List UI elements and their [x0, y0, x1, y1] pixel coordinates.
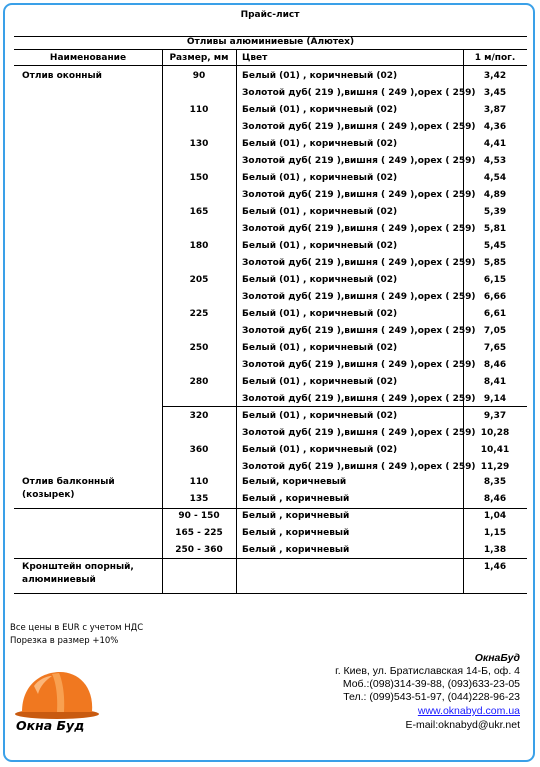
group-bracket-sub: алюминиевый: [22, 575, 96, 585]
row-color: Золотой дуб( 219 ),вишня ( 249 ),орех ( 259): [242, 292, 476, 302]
group-window-sill: Отлив оконный: [22, 71, 102, 81]
row-color: Белый (01) , коричневый (02): [242, 207, 398, 217]
header-price: 1 м/пог.: [474, 53, 516, 63]
helmet-logo: [12, 662, 102, 752]
separator-balcony-end: [162, 508, 527, 509]
row-color: Золотой дуб( 219 ),вишня ( 249 ),орех ( 259): [242, 360, 476, 370]
company-mobile: Моб.:(098)314-39-88, (093)633-23-05: [342, 678, 520, 690]
color-col-line: [236, 49, 237, 593]
row-color: Белый (01) , коричневый (02): [242, 139, 398, 149]
row-price: 5,81: [483, 224, 507, 234]
section-line: [14, 49, 527, 50]
row-color: Белый , коричневый: [242, 528, 350, 538]
row-color: Белый , коричневый: [242, 511, 350, 521]
company-website-link[interactable]: www.oknabyd.com.ua: [417, 705, 520, 717]
row-size: 360: [189, 445, 209, 455]
company-address: г. Киев, ул. Братиславская 14-Б, оф. 4: [335, 665, 520, 677]
row-color: Белый (01) , коричневый (02): [242, 445, 398, 455]
row-color: Золотой дуб( 219 ),вишня ( 249 ),орех ( 259): [242, 258, 476, 268]
separator-320: [162, 406, 527, 407]
company-name: ОкнаБуд: [474, 652, 520, 664]
row-price: 9,14: [483, 394, 507, 404]
header-color: Цвет: [242, 53, 268, 63]
row-size: 110: [189, 477, 209, 487]
group-balcony-sill-sub: (козырек): [22, 490, 75, 500]
row-size: 320: [189, 411, 209, 421]
header-name: Наименование: [49, 53, 127, 63]
row-size: 150: [189, 173, 209, 183]
row-price: 6,61: [483, 309, 507, 319]
company-phone: Тел.: (099)543-51-97, (044)228-96-23: [343, 691, 520, 703]
row-color: Белый (01) , коричневый (02): [242, 71, 398, 81]
row-size: 180: [189, 241, 209, 251]
header-line: [14, 65, 527, 66]
row-price: 4,89: [483, 190, 507, 200]
row-price: 3,45: [483, 88, 507, 98]
row-color: Золотой дуб( 219 ),вишня ( 249 ),орех ( 259): [242, 428, 476, 438]
row-color: Золотой дуб( 219 ),вишня ( 249 ),орех ( 259): [242, 394, 476, 404]
logo-text: Окна Буд: [16, 718, 85, 733]
row-color: Белый (01) , коричневый (02): [242, 105, 398, 115]
group-bracket: Кронштейн опорный,: [22, 562, 134, 572]
row-price: 8,41: [483, 377, 507, 387]
row-color: Белый (01) , коричневый (02): [242, 309, 398, 319]
separator-balcony-start: [14, 508, 162, 509]
table-bottom-line: [14, 593, 527, 594]
row-size: 90 - 150: [178, 511, 220, 521]
row-price: 1,38: [483, 545, 507, 555]
company-email: E-mail:oknabyd@ukr.net: [405, 719, 520, 731]
row-color: Белый (01) , коричневый (02): [242, 377, 398, 387]
row-price: 11,29: [480, 462, 510, 472]
row-size: 250: [189, 343, 209, 353]
row-color: Золотой дуб( 219 ),вишня ( 249 ),орех ( 259): [242, 462, 476, 472]
row-price: 3,87: [483, 105, 507, 115]
row-price: 5,45: [483, 241, 507, 251]
row-color: Золотой дуб( 219 ),вишня ( 249 ),орех ( 259): [242, 326, 476, 336]
row-price: 4,41: [483, 139, 507, 149]
row-price: 8,46: [483, 360, 507, 370]
row-price: 1,15: [483, 528, 507, 538]
row-color: Белый (01) , коричневый (02): [242, 275, 398, 285]
row-size: 90: [192, 71, 206, 81]
row-color: Золотой дуб( 219 ),вишня ( 249 ),орех ( 259): [242, 224, 476, 234]
row-price: 6,66: [483, 292, 507, 302]
row-price: 5,85: [483, 258, 507, 268]
row-size: 280: [189, 377, 209, 387]
row-color: Белый (01) , коричневый (02): [242, 241, 398, 251]
row-color: Золотой дуб( 219 ),вишня ( 249 ),орех ( 259): [242, 122, 476, 132]
row-price: 8,46: [483, 494, 507, 504]
row-price: 9,37: [483, 411, 507, 421]
row-price: 7,65: [483, 343, 507, 353]
row-price: 6,15: [483, 275, 507, 285]
row-size: 110: [189, 105, 209, 115]
row-price: 7,05: [483, 326, 507, 336]
row-size: 205: [189, 275, 209, 285]
row-color: Золотой дуб( 219 ),вишня ( 249 ),орех ( 259): [242, 156, 476, 166]
row-size: 130: [189, 139, 209, 149]
row-price: 1,04: [483, 511, 507, 521]
row-price: 5,39: [483, 207, 507, 217]
row-price: 1,46: [483, 562, 507, 572]
group-balcony-sill: Отлив балконный: [22, 477, 115, 487]
row-price: 4,54: [483, 173, 507, 183]
row-price: 10,28: [480, 428, 510, 438]
row-color: Белый , коричневый: [242, 545, 350, 555]
row-size: 250 - 360: [175, 545, 223, 555]
row-color: Золотой дуб( 219 ),вишня ( 249 ),орех ( 259): [242, 88, 476, 98]
row-price: 3,42: [483, 71, 507, 81]
row-color: Белый (01) , коричневый (02): [242, 343, 398, 353]
row-price: 8,35: [483, 477, 507, 487]
row-color: Золотой дуб( 219 ),вишня ( 249 ),орех ( 259): [242, 190, 476, 200]
note-currency: Все цены в EUR с учетом НДС: [10, 623, 144, 633]
note-cutting: Порезка в размер +10%: [10, 636, 119, 646]
section-title: Отливы алюминиевые (Алютех): [186, 37, 355, 47]
row-color: Белый, коричневый: [242, 477, 347, 487]
row-color: Белый (01) , коричневый (02): [242, 173, 398, 183]
row-price: 4,36: [483, 122, 507, 132]
row-size: 135: [189, 494, 209, 504]
row-size: 165: [189, 207, 209, 217]
row-size: 165 - 225: [175, 528, 223, 538]
header-size: Размер, мм: [169, 53, 229, 63]
row-price: 10,41: [480, 445, 510, 455]
row-price: 4,53: [483, 156, 507, 166]
page-title: Прайс-лист: [240, 10, 300, 20]
row-size: 225: [189, 309, 209, 319]
row-color: Белый , коричневый: [242, 494, 350, 504]
separator-bracket: [14, 558, 527, 559]
row-color: Белый (01) , коричневый (02): [242, 411, 398, 421]
